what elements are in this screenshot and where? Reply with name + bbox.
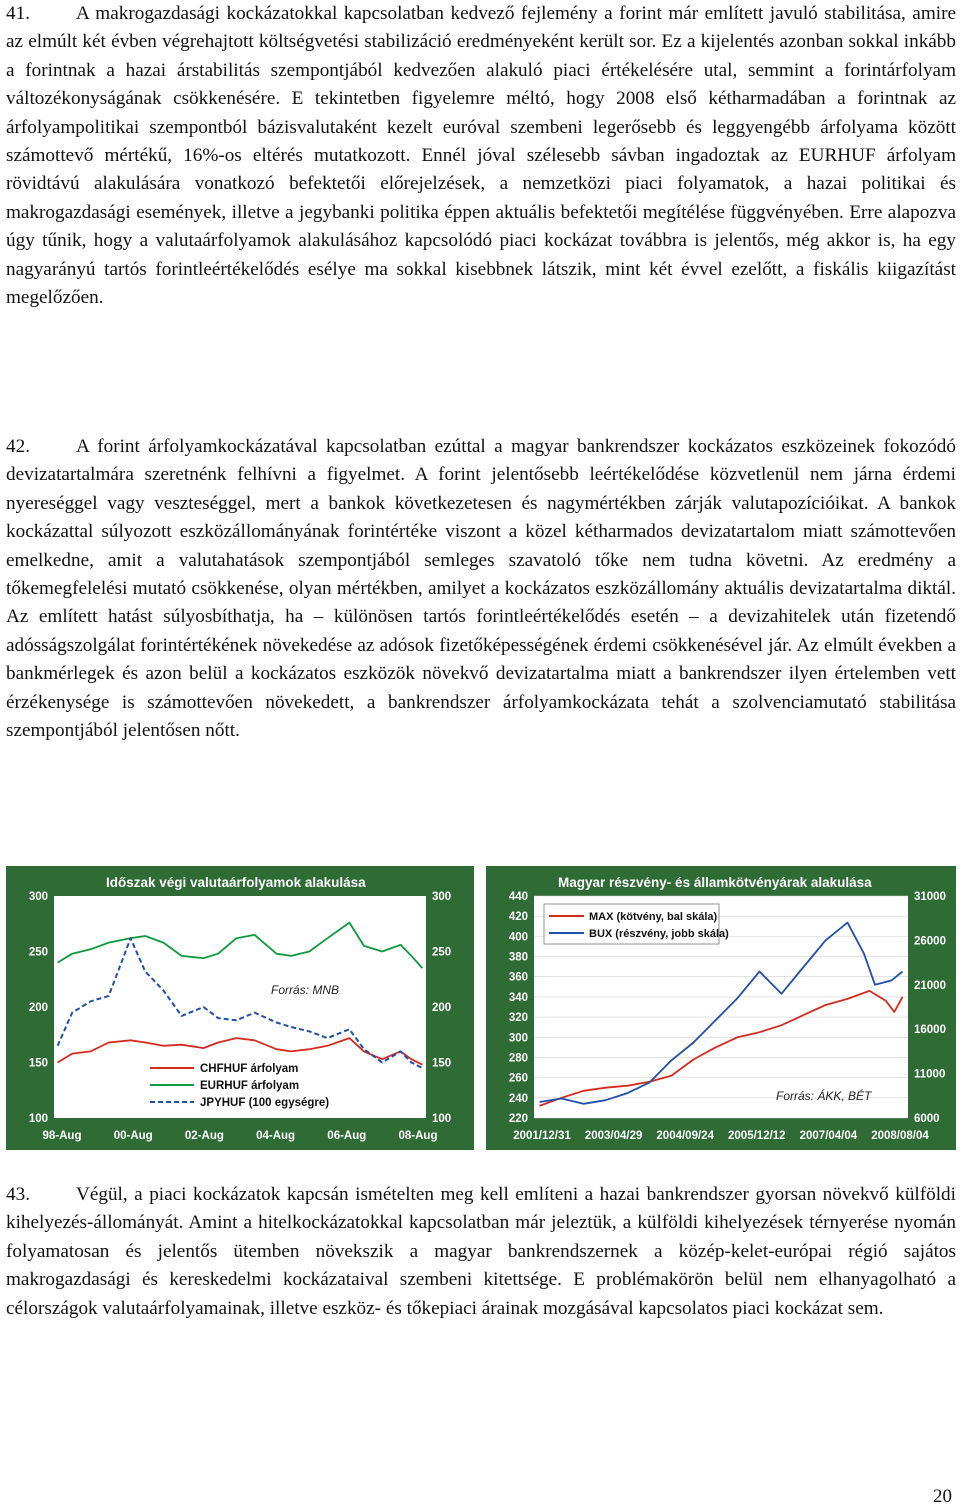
x-tick-label: 2005/12/12 (728, 1130, 786, 1142)
legend-label: CHFHUF árfolyam (200, 1063, 299, 1075)
y-left-tick-label: 420 (508, 911, 528, 924)
y-right-tick-label: 250 (432, 946, 452, 959)
fx-rates-chart-svg (6, 866, 474, 1150)
fx-rates-chart (6, 866, 474, 1150)
x-tick-label: 2008/08/04 (871, 1130, 929, 1142)
paragraph-number: 41. (6, 3, 30, 24)
legend-label: BUX (részvény, jobb skála) (589, 928, 729, 940)
x-tick-label: 00-Aug (113, 1130, 153, 1142)
y-left-tick-label: 100 (28, 1113, 48, 1125)
x-tick-label: 08-Aug (398, 1130, 438, 1142)
y-left-tick-label: 200 (28, 1002, 48, 1014)
y-left-tick-label: 380 (508, 951, 528, 964)
y-right-tick-label: 16000 (914, 1024, 946, 1037)
y-left-tick-label: 440 (508, 891, 528, 903)
y-left-tick-label: 360 (508, 971, 528, 984)
paragraph-number: 43. (6, 1184, 30, 1205)
y-left-tick-label: 260 (508, 1072, 528, 1085)
y-right-tick-label: 300 (432, 891, 452, 903)
y-right-tick-label: 31000 (914, 891, 946, 903)
y-left-tick-label: 320 (508, 1012, 528, 1025)
y-right-tick-label: 200 (432, 1002, 452, 1014)
x-tick-label: 2001/12/31 (513, 1130, 571, 1142)
y-right-tick-label: 11000 (914, 1068, 946, 1081)
y-left-tick-label: 300 (508, 1032, 528, 1045)
x-tick-label: 2004/09/24 (656, 1130, 714, 1142)
x-tick-label: 98-Aug (42, 1130, 82, 1142)
y-right-tick-label: 21000 (914, 979, 946, 992)
y-left-tick-label: 340 (508, 991, 528, 1004)
stock-bond-chart (486, 866, 956, 1150)
y-left-tick-label: 400 (508, 931, 528, 944)
y-left-tick-label: 280 (508, 1052, 528, 1065)
stock-bond-chart-svg (486, 866, 956, 1150)
paragraph-41 (6, 0, 956, 312)
y-right-tick-label: 6000 (914, 1113, 940, 1125)
y-left-tick-label: 220 (508, 1113, 528, 1125)
y-right-tick-label: 100 (432, 1113, 452, 1125)
chart-title: Időszak végi valutaárfolyamok alakulása (106, 875, 366, 890)
y-left-tick-label: 150 (28, 1057, 48, 1070)
y-right-tick-label: 26000 (914, 935, 946, 948)
legend-label: MAX (kötvény, bal skála) (589, 911, 718, 923)
x-tick-label: 02-Aug (184, 1130, 224, 1142)
x-tick-label: 04-Aug (256, 1130, 296, 1142)
paragraph-42 (6, 433, 956, 745)
legend-label: EURHUF árfolyam (200, 1080, 300, 1092)
paragraph-text: A makrogazdasági kockázatokkal kapcsolatban kedvező fejlemény a forint már említett javuló stabilitása, amire az elmúlt két évben végrehajtott költségvetési stabilizáció eredményeként került sor. Ez a kijelentés azonban sokkal inkább a forintnak a hazai árstabilitás szempontjából kedvezően alakuló piaci értékelésére utal, semmint a forintárfolyam változékonyságának csökkenésére. E tekintetben figyelemre méltó, hogy 2008 első kétharmadában a forintnak az árfolyampolitikai szempontból bázisvalutaként kezelt euróval szembeni legerősebb és leggyengébb árfolyama között számottevő mértékű, 16%-os eltérés mutatkozott. Ennél jóval szélesebb sávban ingadoztak az EURHUF árfolyam rövidtávú alakulására vonatkozó befektetői előrejelzések, a nemzetközi piaci folyamatok, a hazai politikai és makrogazdasági események, illetve a jegybanki politika éppen aktuális befektetői megítélése függvényében. Erre alapozva úgy tűnik, hogy a valutaárfolyamok alakulásához kapcsolódó piaci kockázat továbbra is jelentős, még akkor is, ha egy nagyarányú tartós forintleértékelődés esélye ma sokkal kisebbnek látszik, mint két évvel ezelőtt, a fiskális kiigazítást megelőzően. (6, 3, 956, 309)
y-left-tick-label: 250 (28, 946, 48, 959)
chart-source: Forrás: MNB (271, 983, 340, 997)
x-tick-label: 06-Aug (327, 1130, 367, 1142)
legend-label: JPYHUF (100 egységre) (200, 1097, 330, 1109)
x-tick-label: 2003/04/29 (584, 1130, 643, 1142)
x-tick-label: 2007/04/04 (799, 1130, 858, 1142)
y-right-tick-label: 150 (432, 1057, 452, 1070)
paragraph-text: A forint árfolyamkockázatával kapcsolatban ezúttal a magyar bankrendszer kockázatos eszközeinek fokozódó devizatartalmára szeretnénk felhívni a figyelmet. A forint jelentősebb leértékelődése közvetlenül nem járna érdemi nyereséggel vagy veszteséggel, mert a bankok következetesen és nagymértékben zárják valutapozícióikat. A bankok kockázattal súlyozott eszközállományának forintértéke viszont a közel kétharmados devizatartalom miatt számottevően emelkedne, amit a valutahatások szempontjából semleges szavatoló tőke nem tudna követni. Az eredmény a tőkemegfelelési mutató csökkenése, olyan mértékben, amilyet a kockázatos eszközállomány aktuális devizatartalma diktál. Az említett hatást súlyosbíthatja, ha – különösen tartós forintleértékelődés esetén – a devizahitelek után fizetendő adósságszolgálat forintértékének növekedése az adósok fizetőképességének érdemi csökkenésével jár. Az elmúlt években a bankmérlegek és azon belül a kockázatos eszközök növekvő devizatartalma miatt a bankrendszer ilyen értelemben vett érzékenysége is számottevően növekedett, a bankrendszer árfolyamkockázata tehát a szolvenciamutató stabilitása szempontjából jelentősen nőtt. (6, 436, 956, 742)
y-left-tick-label: 300 (28, 891, 48, 903)
chart-source: Forrás: ÁKK, BÉT (776, 1089, 872, 1103)
paragraph-43 (6, 1181, 956, 1323)
page-number: 20 (933, 1486, 952, 1507)
paragraph-text: Végül, a piaci kockázatok kapcsán ismételten meg kell említeni a hazai bankrendszer gyorsan növekvő külföldi kihelyezés-állományát. Amint a hitelkockázatokkal kapcsolatban már jeleztük, a külföldi kihelyezések térnyerése nyomán folyamatosan és jelentős ütemben növekszik a magyar bankrendszernek a közép-kelet-európai régió sajátos makrogazdasági és kereskedelmi kockázataival szembeni kitettsége. E problémakörön belül nem elhanyagolható a célországok valutaárfolyamainak, illetve eszköz- és tőkepiaci árainak mozgásával kapcsolatos piaci kockázat sem. (6, 1184, 956, 1319)
chart-title: Magyar részvény- és államkötvényárak alakulása (558, 875, 872, 890)
y-left-tick-label: 240 (508, 1092, 528, 1105)
paragraph-number: 42. (6, 436, 30, 457)
